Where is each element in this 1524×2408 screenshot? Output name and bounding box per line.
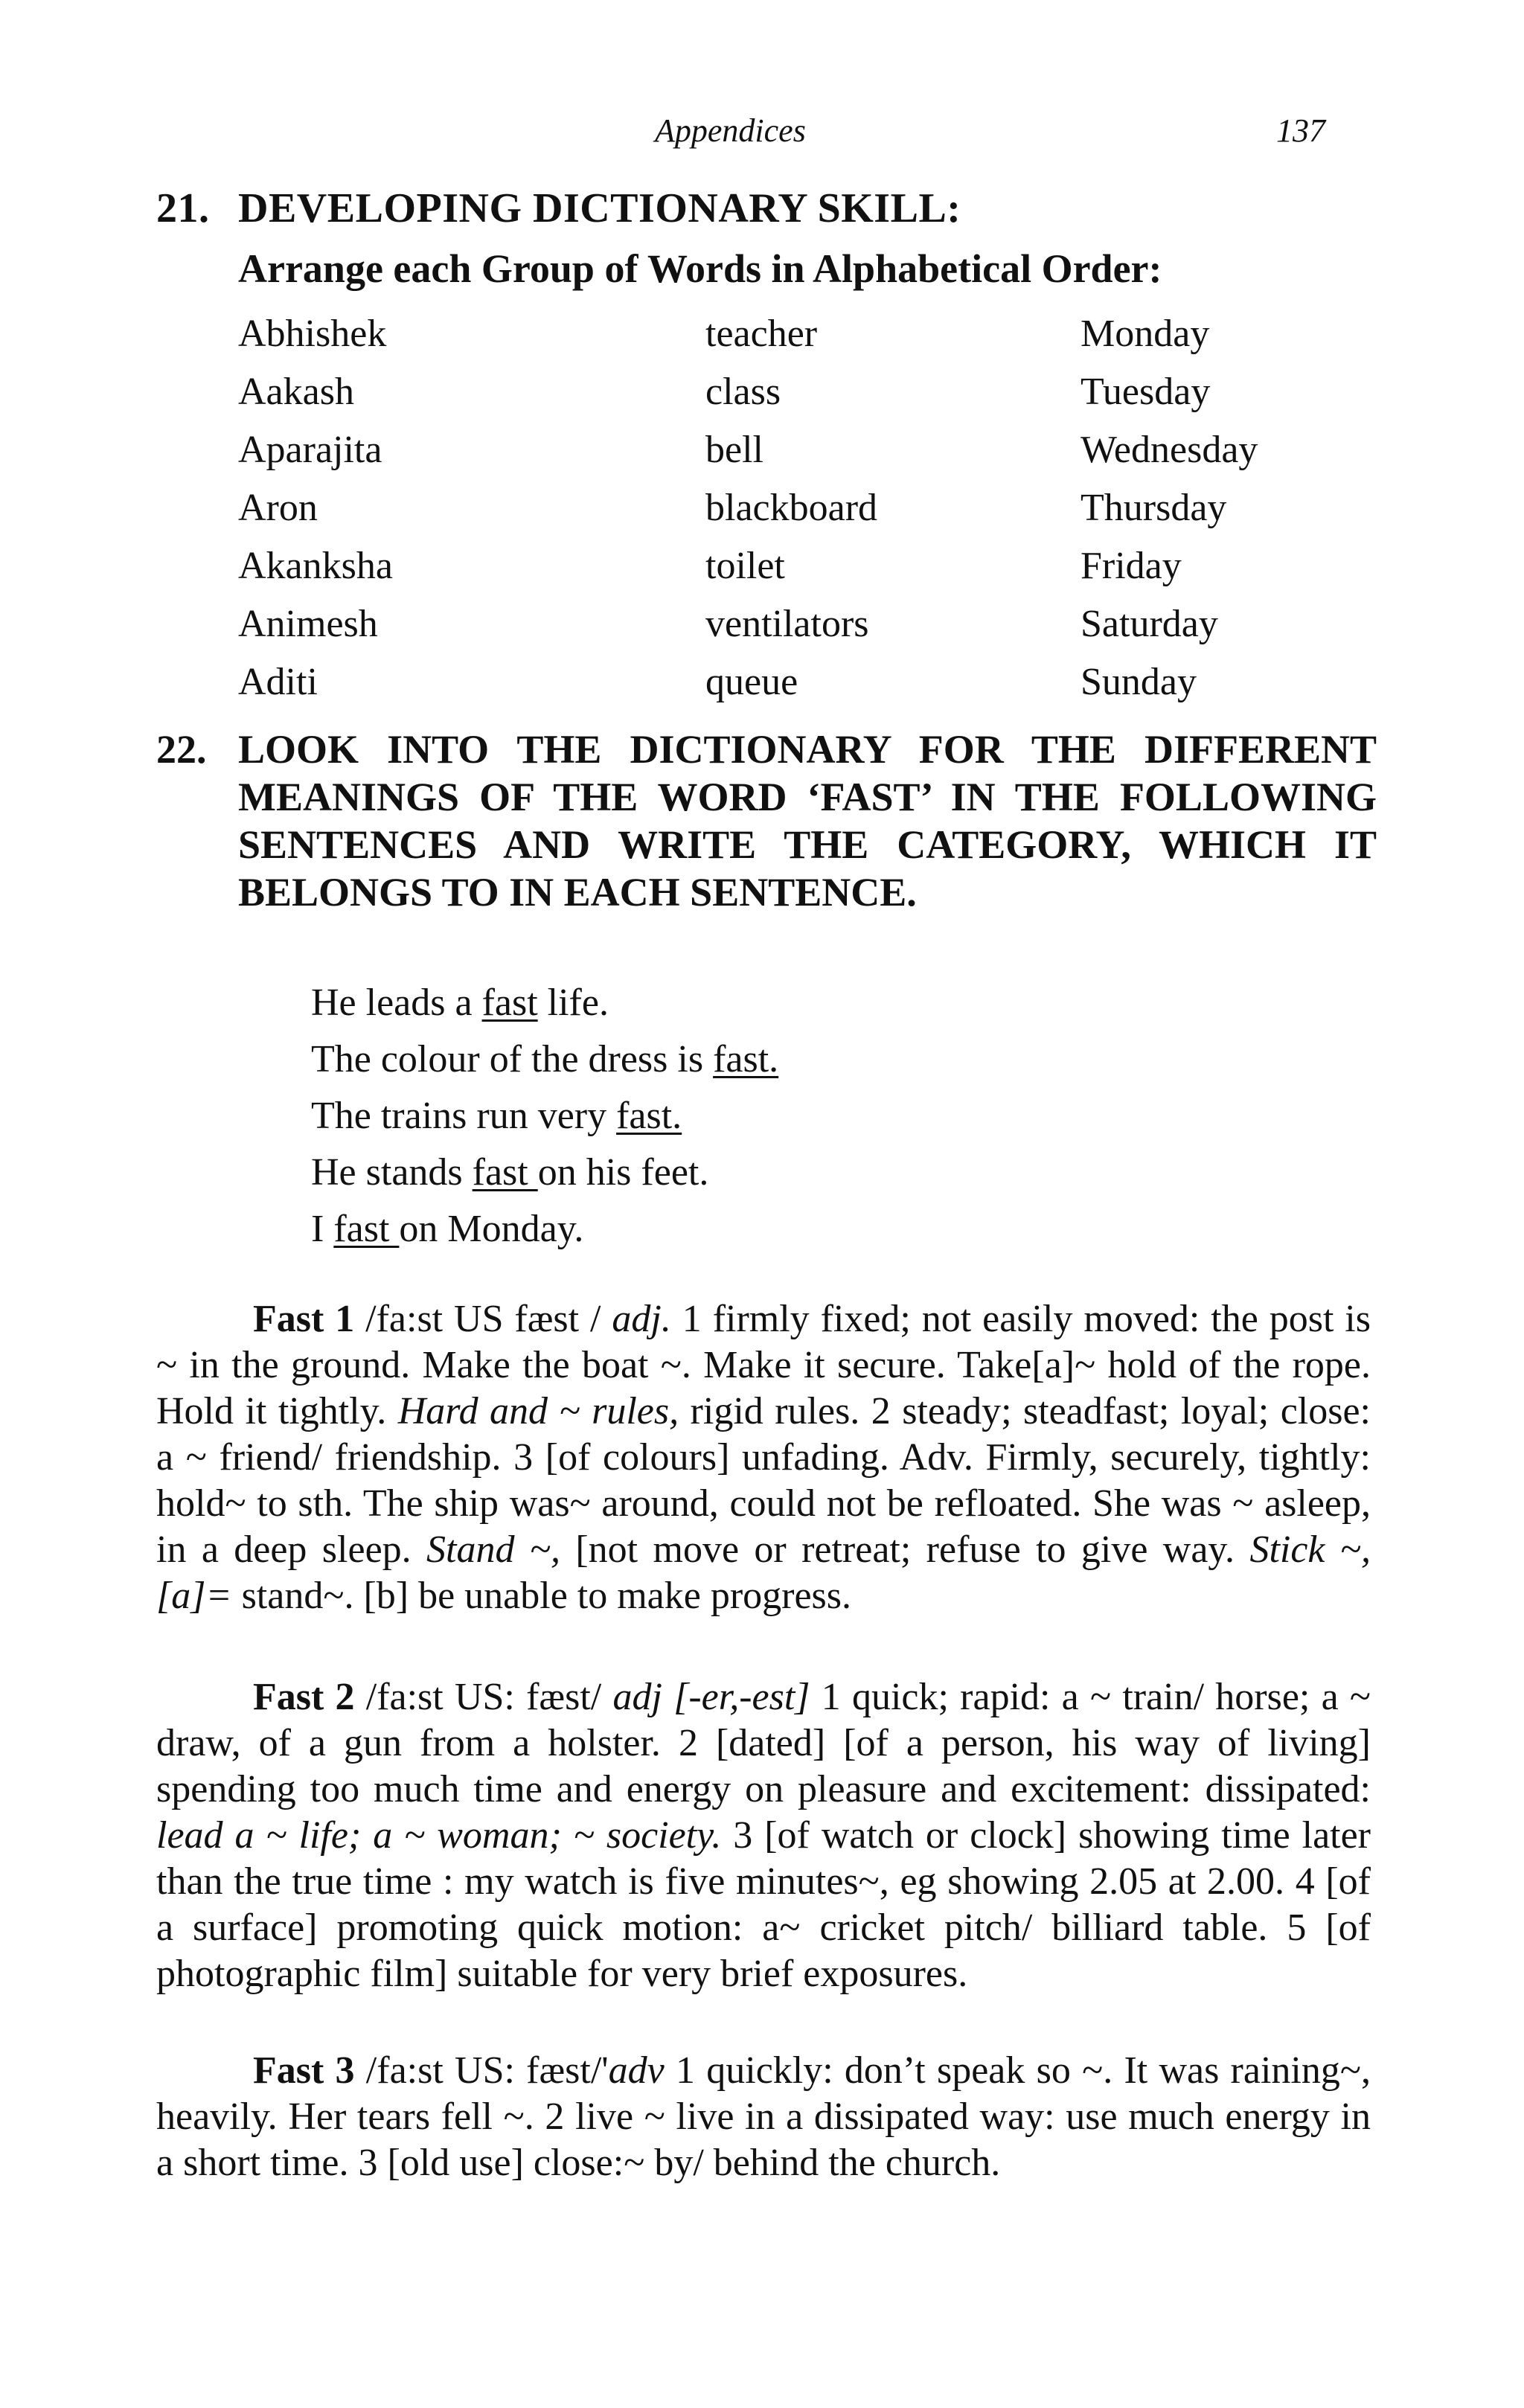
- word-cell: Thursday: [1080, 487, 1227, 529]
- sentence-text: on his feet.: [537, 1151, 709, 1194]
- entry-text: [not move or retreat; refuse to give way.: [560, 1528, 1250, 1571]
- entry-text: 3 [of watch or clock] showing time later than the true time : my watch is five minutes~, eg showing 2.05 at 2.00. 4 [of a surface] promoting quick motion: a~ cricket pitch/ billiard table. 5 [of photographic film] suitable for very brief exposures.: [156, 1814, 1371, 1995]
- entry-italic: Stand ~,: [426, 1528, 560, 1571]
- sentence-text: The colour of the dress is: [311, 1038, 714, 1080]
- word-cell: Aakash: [238, 371, 354, 413]
- entry-headword: Fast 3: [253, 2049, 355, 2092]
- entry-text: stand~. [b] be unable to make progress.: [231, 1575, 852, 1617]
- entry-headword: Fast 1: [253, 1298, 355, 1340]
- word-cell: queue: [705, 661, 798, 703]
- example-sentence: [311, 1201, 1353, 1258]
- entry-italic: adv: [608, 2049, 665, 2092]
- section-21-title: DEVELOPING DICTIONARY SKILL:: [238, 185, 961, 231]
- word-cell: class: [705, 371, 781, 413]
- sentence-text: on Monday.: [399, 1208, 584, 1250]
- example-sentence: [311, 1144, 1353, 1201]
- word-cell: Akanksha: [238, 545, 393, 587]
- word-cell: ventilators: [705, 603, 869, 645]
- dictionary-entry-fast-2: [156, 1674, 1371, 1997]
- word-cell: Sunday: [1080, 661, 1197, 703]
- entry-text: 1 firmly fixed; not easily moved: the post is ~ in the ground. Make the boat ~. Make it secure. Take[a]~ hold of the rope. Hold it tightly.: [156, 1298, 1371, 1432]
- entry-italic: adj.: [612, 1298, 671, 1340]
- word-row: [238, 479, 1399, 537]
- entry-text: 1 quickly: don’t speak so ~. It was raining~, heavily. Her tears fell ~. 2 live ~ live in a dissipated way: use much energy in a short time. 3 [old use] close:~ by/ behind the church.: [156, 2049, 1371, 2184]
- entry-italic: Stick ~, [a]=: [156, 1528, 1371, 1617]
- example-sentence: [311, 1088, 1353, 1144]
- example-sentence: [311, 975, 1353, 1031]
- section-21-instruction: Arrange each Group of Words in Alphabetical Order:: [238, 246, 1162, 291]
- underlined-word: fast: [333, 1208, 400, 1250]
- entry-text: /fa:st US fæst /: [354, 1298, 612, 1340]
- word-cell: teacher: [705, 313, 818, 355]
- sentence-text: I: [311, 1208, 334, 1250]
- word-cell: Aron: [238, 487, 318, 529]
- word-cell: toilet: [705, 545, 785, 587]
- running-head-title: Appendices: [655, 112, 806, 149]
- sentence-text: He leads a: [311, 982, 482, 1024]
- underlined-word: fast: [472, 1151, 538, 1194]
- word-cell: Animesh: [238, 603, 378, 645]
- word-cell: Monday: [1080, 313, 1210, 355]
- word-cell: Abhishek: [238, 313, 387, 355]
- section-21-number: 21.: [156, 185, 210, 231]
- word-cell: Aparajita: [238, 429, 382, 471]
- word-cell: Tuesday: [1080, 371, 1211, 413]
- entry-text: /fa:st US: fæst/: [354, 1676, 613, 1718]
- word-cell: Saturday: [1080, 603, 1218, 645]
- word-row: [238, 653, 1399, 711]
- word-cell: bell: [705, 429, 763, 471]
- example-sentences: [311, 975, 1353, 1258]
- underlined-word: fast.: [713, 1038, 779, 1080]
- underlined-word: fast: [481, 982, 538, 1024]
- word-row: [238, 421, 1399, 479]
- sentence-text: The trains run very: [311, 1095, 617, 1137]
- entry-headword: Fast 2: [253, 1676, 355, 1718]
- dictionary-entry-fast-3: [156, 2048, 1371, 2186]
- word-cell: Wednesday: [1080, 429, 1258, 471]
- word-cell: blackboard: [705, 487, 878, 529]
- word-row: [238, 363, 1399, 421]
- sentence-text: life.: [537, 982, 609, 1024]
- word-row: [238, 537, 1399, 595]
- word-groups-table: [238, 305, 1399, 711]
- entry-text: /fa:st US: fæst/': [354, 2049, 609, 2092]
- word-row: [238, 305, 1399, 363]
- sentence-text: He stands: [311, 1151, 473, 1194]
- word-cell: Aditi: [238, 661, 318, 703]
- running-head: [0, 112, 1524, 156]
- entry-text: rigid rules. 2 steady; steadfast; loyal; close: a ~ friend/ friendship. 3 [of colours] unfading. Adv. Firmly, securely, tightly: hold~ to sth. The ship was~ around, could not be refloated. She was ~ asleep, in a deep sleep.: [156, 1390, 1371, 1571]
- entry-text: 1 quick; rapid: a ~ train/ horse; a ~ draw, of a gun from a holster. 2 [dated] [of a person, his way of living] spending too much time and energy on pleasure and excitement: dissipated:: [156, 1676, 1371, 1810]
- page-number: 137: [1276, 112, 1325, 149]
- entry-italic: adj [-er,-est]: [612, 1676, 810, 1718]
- entry-italic: lead a ~ life; a ~ woman; ~ society.: [156, 1814, 722, 1857]
- section-22-number: 22.: [156, 727, 207, 772]
- section-21-heading: [156, 185, 961, 232]
- section-22-heading: LOOK INTO THE DICTIONARY FOR THE DIFFERENT MEANINGS OF THE WORD ‘FAST’ IN THE FOLLOWING SENTENCES AND WRITE THE CATEGORY, WHICH IT BELONGS TO IN EACH SENTENCE.: [238, 727, 1377, 915]
- entry-italic: Hard and ~ rules,: [397, 1390, 679, 1432]
- word-cell: Friday: [1080, 545, 1182, 587]
- example-sentence: [311, 1031, 1353, 1088]
- dictionary-entry-fast-1: [156, 1296, 1371, 1619]
- word-row: [238, 595, 1399, 653]
- underlined-word: fast.: [616, 1095, 682, 1137]
